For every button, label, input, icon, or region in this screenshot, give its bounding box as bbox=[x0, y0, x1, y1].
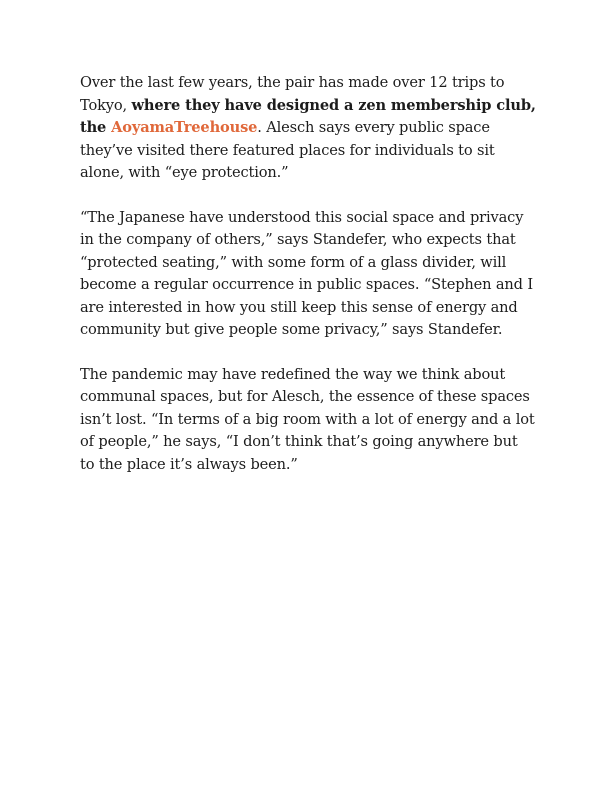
paragraph-2: “The Japanese have understood this social space and privacy in the company of others,” says Standefer, who expects that “protected seating,” with some form of a glass divider, will become a regular occurrence in public spaces. “Stephen and I are interested in how you still keep this sense of energy and community but give people some privacy,” says Standefer. bbox=[80, 208, 533, 338]
paragraph-1-bold-lead: where they have designed a zen membership club, the bbox=[80, 96, 536, 136]
paragraph-1-rest: . Alesch says every public space they’ve visited there featured places for individuals to sit alone, with “eye protection.” bbox=[80, 119, 495, 181]
aoyama-treehouse-link[interactable]: AoyamaTreehouse bbox=[111, 119, 258, 136]
article-body bbox=[80, 72, 536, 498]
paragraph-1-intro: Over the last few years, the pair has made over 12 trips to Tokyo, bbox=[80, 74, 505, 114]
paragraph-1 bbox=[80, 72, 536, 185]
paragraph-3: The pandemic may have redefined the way we think about communal spaces, but for Alesch, the essence of these spaces isn’t lost. “In terms of a big room with a lot of energy and a lot of people,” he says, “I don’t think that’s going anywhere but to the place it’s always been.” bbox=[80, 365, 535, 473]
